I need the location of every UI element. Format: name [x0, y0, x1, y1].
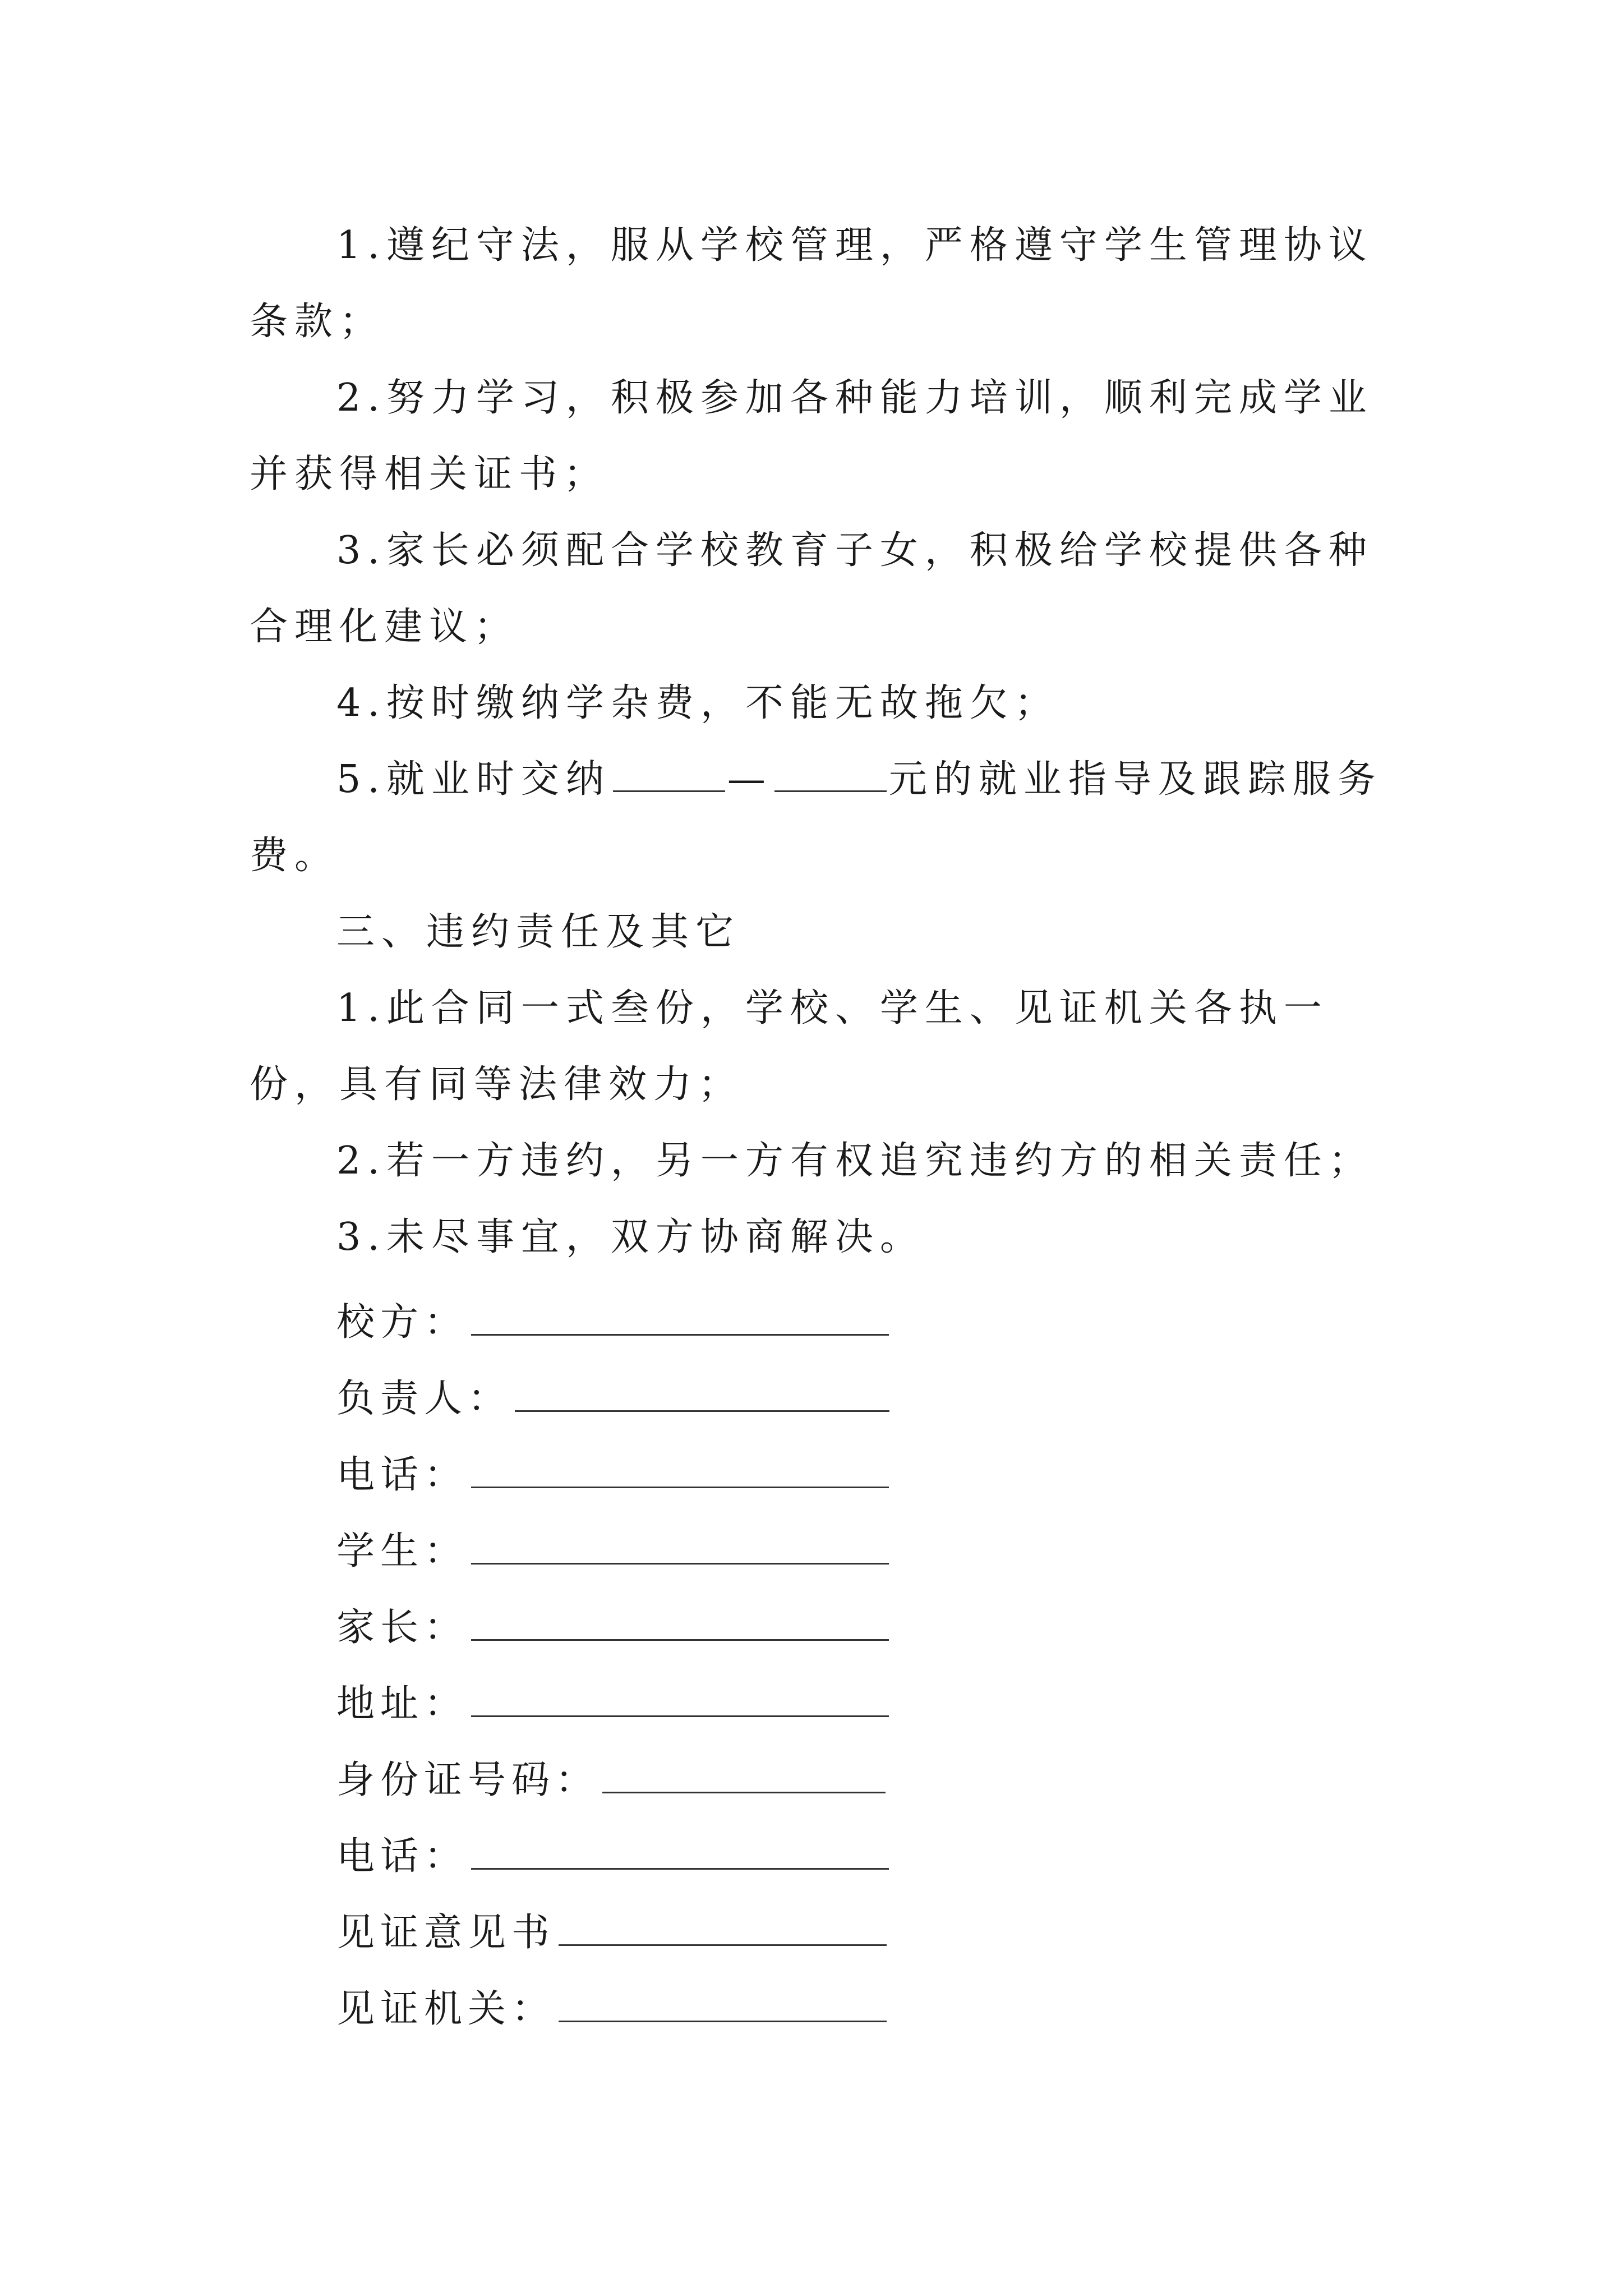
school-phone-line[interactable]	[471, 1455, 889, 1488]
address-line[interactable]	[471, 1684, 889, 1717]
signature-block	[336, 1281, 897, 2044]
person-in-charge-field	[336, 1357, 897, 1433]
section-3-item-2: 2.若一方违约，另一方有权追究违约方的相关责任；	[336, 1139, 1373, 1183]
duty-item-3: 3.家长必须配合学校教育子女，积极给学校提供各种合理化建议；	[250, 528, 1373, 649]
address-field	[336, 1662, 897, 1738]
fee-clause	[250, 742, 1399, 894]
school-phone-field	[336, 1433, 897, 1510]
witness-authority-label: 见证机关：	[336, 1986, 556, 2031]
parent-label: 家长：	[336, 1605, 468, 1650]
student-line[interactable]	[471, 1531, 889, 1565]
witness-authority-field	[336, 1967, 897, 2044]
witness-opinion-field	[336, 1891, 897, 1967]
duty-item-1: 1.遵纪守法，服从学校管理，严格遵守学生管理协议条款；	[250, 223, 1373, 344]
duty-item-2: 2.努力学习，积极参加各种能力培训，顺利完成学业并获得相关证书；	[250, 376, 1373, 496]
person-in-charge-label: 负责人：	[336, 1376, 512, 1421]
school-field-line[interactable]	[471, 1303, 889, 1336]
family-phone-field	[336, 1815, 897, 1891]
section-3-heading: 三、违约责任及其它	[336, 910, 741, 954]
section-3-item-1: 1.此合同一式叁份，学校、学生、见证机关各执一份，具有同等法律效力；	[250, 986, 1329, 1107]
student-label: 学生：	[336, 1529, 468, 1573]
fee-clause-dash: —	[727, 757, 772, 802]
fee-clause-suffix: 元的就业指导及跟踪服务费。	[250, 757, 1382, 878]
family-phone-line[interactable]	[471, 1837, 889, 1870]
duty-item-4: 4.按时缴纳学杂费，不能无故拖欠；	[336, 681, 1059, 725]
person-in-charge-line[interactable]	[515, 1379, 889, 1412]
fee-min-blank[interactable]	[613, 757, 725, 792]
id-number-label: 身份证号码：	[336, 1757, 600, 1802]
section-3-item-3: 3.未尽事宜，双方协商解决。	[336, 1215, 925, 1259]
school-field-label: 校方：	[336, 1300, 468, 1345]
witness-authority-line[interactable]	[559, 1989, 887, 2022]
fee-clause-prefix: 5.就业时交纳	[336, 757, 611, 802]
contract-body	[250, 208, 1399, 1276]
school-field	[336, 1281, 897, 1357]
school-phone-label: 电话：	[336, 1452, 468, 1497]
parent-field	[336, 1586, 897, 1662]
id-number-line[interactable]	[602, 1760, 886, 1793]
witness-opinion-label: 见证意见书	[336, 1910, 556, 1955]
student-field	[336, 1510, 897, 1586]
family-phone-label: 电话：	[336, 1834, 468, 1879]
parent-line[interactable]	[471, 1608, 889, 1641]
address-label: 地址：	[336, 1681, 468, 1726]
id-number-field	[336, 1738, 897, 1815]
fee-max-blank[interactable]	[774, 757, 887, 792]
witness-opinion-line[interactable]	[559, 1913, 887, 1946]
